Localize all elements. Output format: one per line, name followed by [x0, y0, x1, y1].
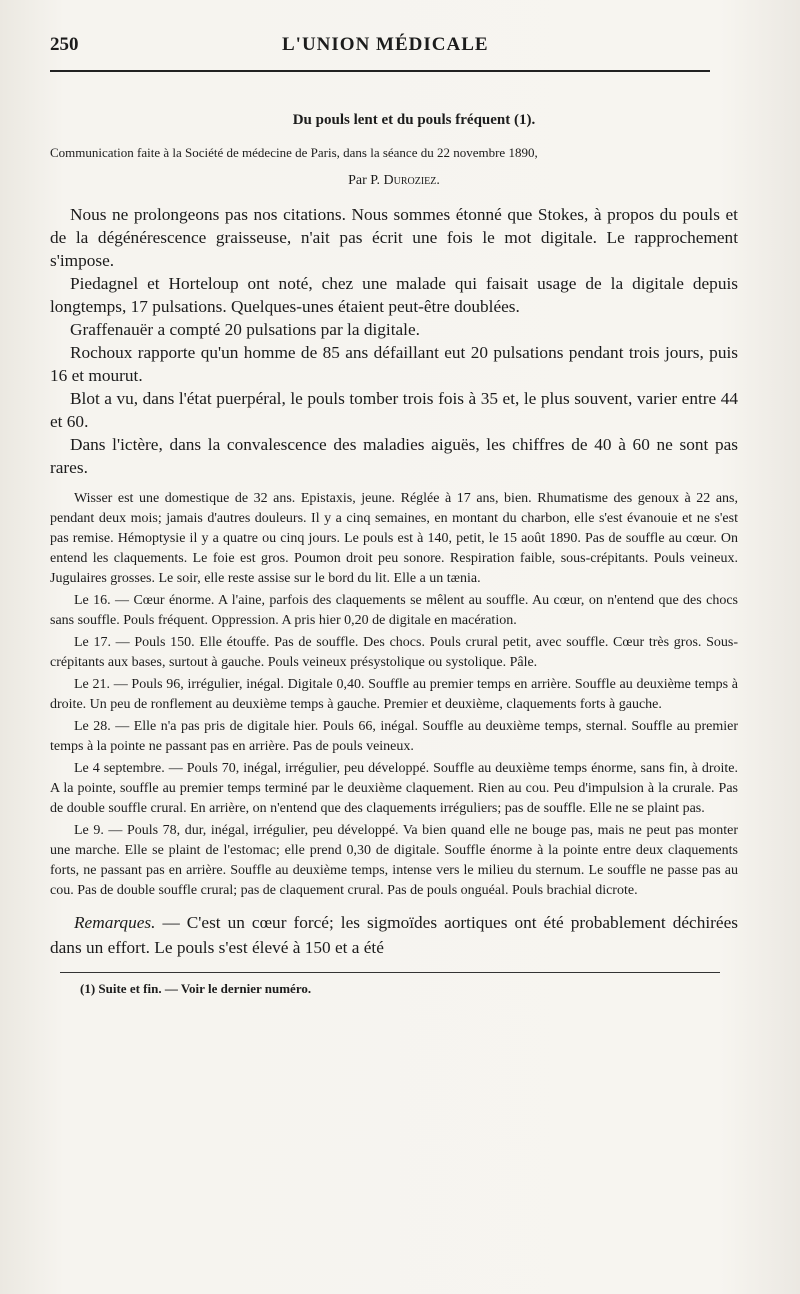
case-paragraph: Le 9. — Pouls 78, dur, inégal, irrégulier, peu développé. Va bien quand elle ne bouge pas, mais ne peut pas monter une marche. Elle se plaint de l'estomac; elle prend 0,30 de digitale. Souffle énorme à la pointe entre deux claquements forts, ne passant pas en arrière. Souffle au deuxième temps, intense vers le milieu du sternum. Le souffle ne passe pas au cou. Pas de double souffle crural; pas de claquement crural. Pas de pouls onguéal. Pouls brachial dicrote. — [50, 823, 738, 898]
paragraph: Dans l'ictère, dans la convalescence des maladies aiguës, les chiffres de 40 à 60 ne sont pas rares. — [50, 435, 738, 477]
remarks-text: — C'est un cœur forcé; les sigmoïdes aortiques ont été probablement déchirées dans un effort. Le pouls s'est élevé à 150 et a été — [50, 913, 738, 957]
page-number: 250 — [50, 34, 79, 55]
author-prefix: Par P. — [348, 173, 380, 188]
remarks — [50, 910, 738, 960]
remarks-paragraph — [50, 910, 738, 960]
journal-title: L'UNION MÉDICALE — [282, 34, 489, 55]
article-subtitle: Communication faite à la Société de médecine de Paris, dans la séance du 22 novembre 1890, — [50, 145, 538, 160]
case-paragraph: Le 28. — Elle n'a pas pris de digitale hier. Pouls 66, inégal. Souffle au deuxième temps, sternal. Souffle au premier temps à la pointe ne passant pas en arrière. Pas de pouls veineux. — [50, 719, 738, 754]
paragraph: Graffenauër a compté 20 pulsations par la digitale. — [70, 320, 420, 339]
case-paragraph: Le 4 septembre. — Pouls 70, inégal, irrégulier, peu développé. Souffle au deuxième temps énorme, sans fin, à droite. A la pointe, souffle au premier temps terminé par le deuxième claquement. Rien au cou. Peu d'impulsion à la crurale. Pas de double souffle crural. En arrière, on n'entend que des claquements irréguliers; pas de souffle. Elle ne se plaint pas. — [50, 761, 738, 816]
case-report — [50, 489, 738, 901]
remarks-label: Remarques. — [74, 913, 156, 932]
paragraph: Nous ne prolongeons pas nos citations. Nous sommes étonné que Stokes, à propos du pouls et de la dégénérescence graisseuse, n'ait pas écrit une fois le mot digitale. Le rapprochement s'impose. — [50, 205, 738, 270]
paragraph: Blot a vu, dans l'état puerpéral, le pouls tomber trois fois à 35 et, le plus souvent, varier entre 44 et 60. — [50, 389, 738, 431]
case-paragraph: Le 17. — Pouls 150. Elle étouffe. Pas de souffle. Des chocs. Pouls crural petit, avec souffle. Cœur très gros. Sous-crépitants aux bases, surtout à gauche. Pouls veineux présystolique ou systolique. Pâle. — [50, 635, 738, 670]
article-title: Du pouls lent et du pouls fréquent (1). — [292, 112, 536, 128]
footnote-rule — [60, 972, 720, 973]
header-rule — [50, 70, 710, 72]
running-head — [50, 34, 738, 64]
author-name: Duroziez. — [383, 173, 440, 188]
case-paragraph: Le 16. — Cœur énorme. A l'aine, parfois des claquements se mêlent au souffle. Au cœur, on n'entend que des chocs sans souffle. Pouls fréquent. Oppression. A pris hier 0,20 de digitale en macération. — [50, 593, 738, 628]
main-text — [50, 203, 738, 479]
article-author — [50, 173, 738, 189]
footnote: (1) Suite et fin. — Voir le dernier numéro. — [80, 981, 312, 996]
paragraph: Piedagnel et Horteloup ont noté, chez une malade qui faisait usage de la digitale depuis longtemps, 17 pulsations. Quelques-unes étaient peut-être doublées. — [50, 274, 738, 316]
case-paragraph: Le 21. — Pouls 96, irrégulier, inégal. Digitale 0,40. Souffle au premier temps en arrière. Souffle au deuxième temps à droite. Un peu de ronflement au deuxième temps à gauche. Premier et deuxième, claquements forts à gauche. — [50, 677, 738, 712]
case-paragraph: Wisser est une domestique de 32 ans. Epistaxis, jeune. Réglée à 17 ans, bien. Rhumatisme des genoux à 22 ans, pendant deux mois; jamais d'autres douleurs. Il y a cinq semaines, en montant du charbon, elle s'est évanouie et ne s'est pas remise. Hémoptysie il y a quatre ou cinq jours. Le pouls est à 140, petit, le 15 août 1890. Pas de souffle au cœur. On entend les claquements. Le foie est gros. Poumon droit peu sonore. Respiration faible, sous-crépitants. Pouls veineux. Jugulaires grosses. Le soir, elle reste assise sur le bord du lit. Elle a un tænia. — [50, 491, 738, 586]
paragraph: Rochoux rapporte qu'un homme de 85 ans défaillant eut 20 pulsations pendant trois jours, puis 16 et mourut. — [50, 343, 738, 385]
